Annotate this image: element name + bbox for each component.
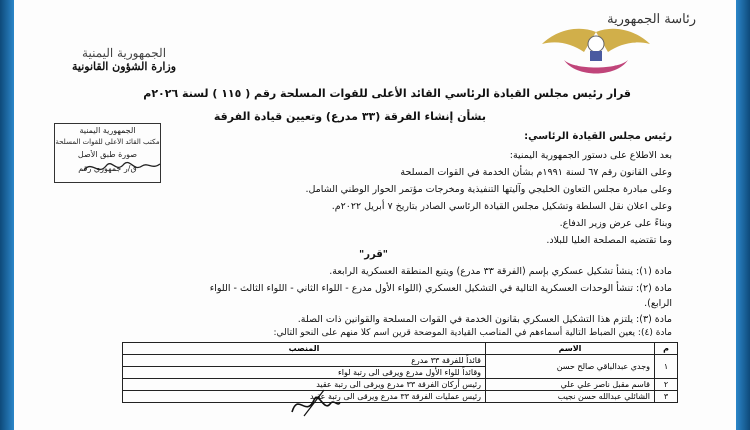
stamp-line-3: صورة طبق الأصل — [77, 150, 138, 159]
decision-heading: "قرر" — [359, 249, 388, 260]
officer-name: قاسم مقبل ناصر علي علي — [486, 379, 655, 391]
officer-position-extra: وقائداً للواء الأول مدرع ويرقى الى رتبة لواء — [123, 367, 486, 379]
row-number: ٢ — [655, 379, 678, 391]
table-header-row — [123, 343, 678, 355]
preamble-line: وبناءً على عرض وزير الدفاع. — [559, 218, 672, 229]
preamble-line: بعد الاطلاع على دستور الجمهورية اليمنية: — [509, 150, 672, 161]
table-row — [123, 391, 678, 403]
preamble-line: وعلى اعلان نقل السلطة وتشكيل مجلس القيادة الرئاسي الصادر بتاريخ ٧ أبريل ٢٠٢٢م. — [331, 201, 672, 212]
officer-name: الشائلي عبدالله حسن نجيب — [486, 391, 655, 403]
presidency-header: رئاسة الجمهورية — [607, 12, 696, 27]
republic-line: الجمهورية اليمنية — [82, 46, 167, 60]
column-header-name: الاسم — [486, 343, 655, 355]
right-frame-border — [736, 0, 750, 430]
stamp-line-1: الجمهورية اليمنية — [79, 126, 136, 135]
document-page — [14, 0, 736, 430]
officer-position: رئيس عمليات الفرقة ٣٣ مدرع ويرقى الى رتبة عقيد — [123, 391, 486, 403]
stamp-line-4: ق/ر جمهوري رقم — [78, 164, 137, 173]
officer-position: رئيس أركان الفرقة ٣٣ مدرع ويرقى الى رتبة عقيد — [123, 379, 486, 391]
eagle-emblem-icon — [536, 22, 656, 84]
officer-position: قائداً للفرقة ٣٣ مدرع — [123, 355, 486, 367]
preamble-line: وما تقتضيه المصلحة العليا للبلاد. — [546, 235, 672, 246]
stamp-line-2: مكتب القائد الأعلى للقوات المسلحة — [55, 138, 160, 146]
article-1: مادة (١): ينشأ تشكيل عسكري بإسم (الفرقة ٣٣ مدرع) ويتبع المنطقة العسكرية الرابعة. — [329, 266, 672, 277]
signature-icon — [284, 382, 344, 422]
article-2: مادة (٢): تنشأ الوحدات العسكرية التالية في التشكيل العسكري (اللواء الأول مدرع - اللواء الثاني - اللواء الثالث - اللواء — [209, 283, 672, 294]
stamp-signature-icon — [82, 152, 162, 180]
article-2-continued: الرابع). — [644, 298, 672, 309]
preamble-heading: رئيس مجلس القيادة الرئاسي: — [524, 131, 672, 142]
row-number: ١ — [655, 355, 678, 379]
preamble-line: وعلى القانون رقم ٦٧ لسنة ١٩٩١م بشأن الخدمة في القوات المسلحة — [400, 167, 672, 178]
table-row — [123, 355, 678, 367]
ministry-line: وزارة الشؤون القانونية — [72, 60, 177, 73]
table-row — [123, 379, 678, 391]
ministry-header — [72, 46, 176, 73]
column-header-position: المنصب — [123, 343, 486, 355]
article-3: مادة (٣): يلتزم هذا التشكيل العسكري بقانون الخدمة في القوات المسلحة والقوانين ذات الصلة. — [297, 314, 672, 325]
decree-subtitle: بشأن إنشاء الفرقة (٣٣ مدرع) وتعيين قيادة الفرقة — [213, 110, 486, 123]
officer-name: وجدي عبدالباقي صالح حسن — [486, 355, 655, 379]
row-number: ٣ — [655, 391, 678, 403]
article-4: مادة (٤): يعين الضباط التالية أسماءهم في المناصب القيادية الموضحة قرين اسم كلا منهم على النحو التالي: — [273, 328, 672, 338]
column-header-number: م — [655, 343, 678, 355]
left-frame-border — [0, 0, 14, 430]
decree-title: قرار رئيس مجلس القيادة الرئاسي القائد الأعلى للقوات المسلحة رقم ( ١١٥ ) لسنة ٢٠٢٦م — [143, 87, 631, 100]
appointments-table — [122, 342, 678, 403]
preamble-line: وعلى مبادرة مجلس التعاون الخليجي وآليتها التنفيذية ومخرجات مؤتمر الحوار الوطني الشامل. — [305, 184, 672, 195]
